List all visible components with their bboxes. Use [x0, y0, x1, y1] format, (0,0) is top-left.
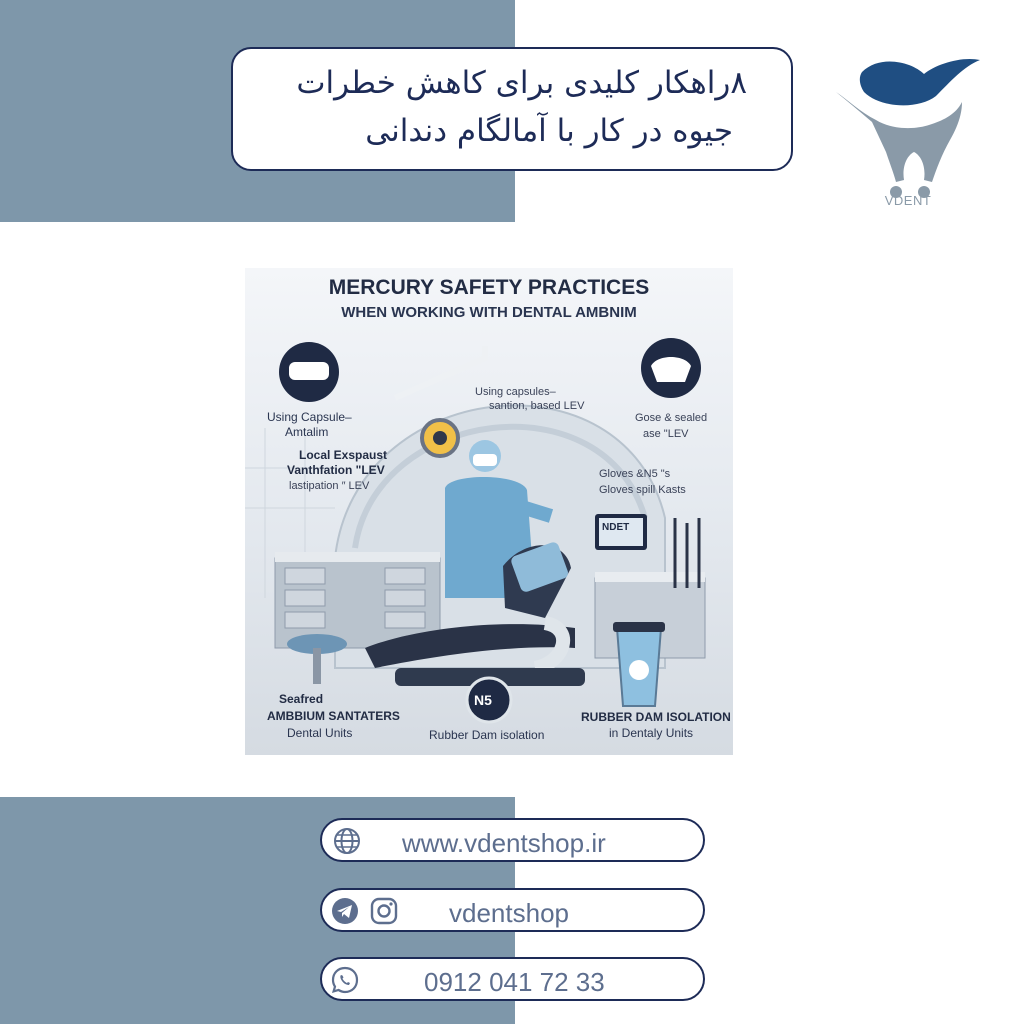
whatsapp-icon[interactable]: [330, 965, 360, 995]
label-gose-2: ase "LEV: [643, 428, 689, 440]
social-handle-text[interactable]: vdentshop: [449, 898, 569, 928]
poster-subtitle: WHEN WORKING WITH DENTAL AMBNIM: [341, 304, 637, 321]
telegram-icon[interactable]: [330, 896, 360, 926]
label-gloves-2: Gloves spill Kasts: [599, 484, 686, 496]
title-line-2: جیوه در کار با آمالگام دندانی: [365, 113, 733, 149]
label-lev-3: lastipation ″ LEV: [289, 480, 370, 492]
title-line-1: ۸راهکار کلیدی برای کاهش خطرات: [296, 65, 747, 101]
website-pill[interactable]: [320, 818, 705, 862]
label-sealed-2: AMBBIUM SANTATERS: [267, 709, 400, 723]
n5-badge: N5: [474, 692, 492, 708]
label-center-1: Using capsules–: [475, 386, 556, 398]
tooth-logo-icon: [832, 52, 982, 212]
title-box: [231, 47, 793, 171]
label-rubber-center: Rubber Dam isolation: [429, 728, 545, 742]
website-text[interactable]: www.vdentshop.ir: [402, 828, 606, 858]
label-gose-1: Gose & sealed: [635, 412, 708, 424]
label-capsule-1: Using Capsule–: [267, 410, 352, 424]
label-rubber-right-2: in Dentaly Units: [609, 726, 694, 740]
instagram-icon[interactable]: [369, 896, 399, 926]
label-sealed-3: Dental Units: [287, 726, 353, 740]
monitor-label: NDET: [602, 522, 630, 533]
label-capsule-2: Amtalim: [285, 425, 329, 439]
label-sealed-1: Seafred: [279, 692, 324, 706]
phone-pill[interactable]: [320, 957, 705, 1001]
label-rubber-right-1: RUBBER DAM ISOLATION: [581, 710, 731, 724]
label-center-2: santion, based LEV: [489, 400, 585, 412]
social-pill[interactable]: [320, 888, 705, 932]
logo-text: VDENT: [884, 193, 932, 208]
label-lev-2: Vanthfation "LEV: [287, 463, 385, 477]
phone-text[interactable]: 0912 041 72 33: [424, 967, 605, 997]
poster-image: [245, 268, 733, 755]
poster-title: MERCURY SAFETY PRACTICES: [328, 276, 650, 299]
label-lev-1: Local Exspaust: [299, 448, 388, 462]
label-gloves-1: Gloves &N5 "s: [599, 468, 671, 480]
poster-illustration: [245, 268, 733, 755]
globe-icon: [332, 826, 362, 856]
